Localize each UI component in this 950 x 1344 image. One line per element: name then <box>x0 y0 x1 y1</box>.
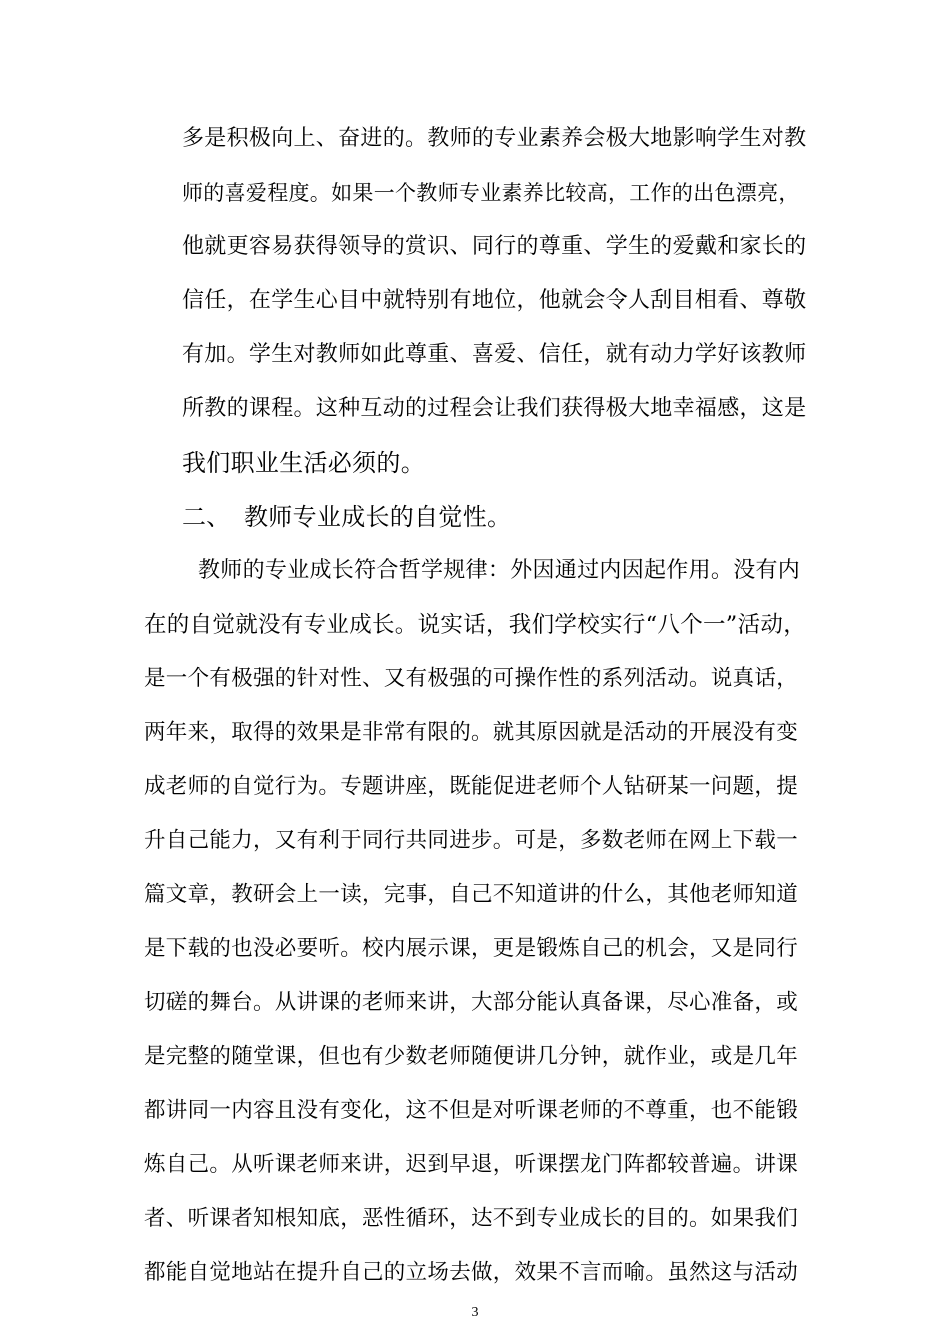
paragraph-line: 是一个有极强的针对性、又有极强的可操作性的系列活动。说真话， <box>144 666 799 691</box>
paragraph-line: 有加。学生对教师如此尊重、喜爱、信任，就有动力学好该教师 <box>182 342 807 367</box>
paragraph-line: 成老师的自觉行为。专题讲座，既能促进老师个人钻研某一问题，提 <box>144 774 799 799</box>
paragraph-line: 升自己能力，又有利于同行共同进步。可是，多数老师在网上下载一 <box>144 828 799 853</box>
paragraph-line: 都能自觉地站在提升自己的立场去做，效果不言而喻。虽然这与活动 <box>144 1260 799 1285</box>
paragraph-line: 我们职业生活必须的。 <box>182 449 425 477</box>
paragraph-line: 是完整的随堂课，但也有少数老师随便讲几分钟，就作业，或是几年 <box>144 1044 799 1069</box>
paragraph-line: 在的自觉就没有专业成长。说实话，我们学校实行“八个一”活动， <box>144 612 807 638</box>
section-number: 二、 <box>182 503 231 531</box>
paragraph-line: 所教的课程。这种互动的过程会让我们获得极大地幸福感，这是 <box>182 396 807 421</box>
paragraph-line: 者、听课者知根知底，恶性循环，达不到专业成长的目的。如果我们 <box>144 1206 799 1231</box>
page-number: 3 <box>471 1305 479 1320</box>
paragraph-line: 教师的专业成长符合哲学规律：外因通过内因起作用。没有内 <box>198 558 801 583</box>
paragraph-line: 炼自己。从听课老师来讲，迟到早退，听课摆龙门阵都较普遍。讲课 <box>144 1152 799 1177</box>
paragraph-line: 切磋的舞台。从讲课的老师来讲，大部分能认真备课，尽心准备，或 <box>144 990 799 1015</box>
paragraph-line: 篇文章，教研会上一读，完事，自己不知道讲的什么，其他老师知道 <box>144 882 799 907</box>
paragraph-line: 师的喜爱程度。如果一个教师专业素养比较高，工作的出色漂亮， <box>182 181 800 205</box>
paragraph-line: 两年来，取得的效果是非常有限的。就其原因就是活动的开展没有变 <box>144 720 799 745</box>
paragraph-line: 信任，在学生心目中就特别有地位，他就会令人刮目相看、尊敬 <box>182 288 807 313</box>
paragraph-line: 多是积极向上、奋进的。教师的专业素养会极大地影响学生对教 <box>182 126 807 151</box>
section-heading <box>182 502 511 532</box>
paragraph-line: 他就更容易获得领导的赏识、同行的尊重、学生的爱戴和家长的 <box>182 234 807 259</box>
paragraph-line: 都讲同一内容且没有变化，这不但是对听课老师的不尊重，也不能锻 <box>144 1098 799 1123</box>
paragraph-line: 是下载的也没必要听。校内展示课，更是锻炼自己的机会，又是同行 <box>144 936 799 961</box>
section-title: 教师专业成长的自觉性。 <box>244 503 512 531</box>
